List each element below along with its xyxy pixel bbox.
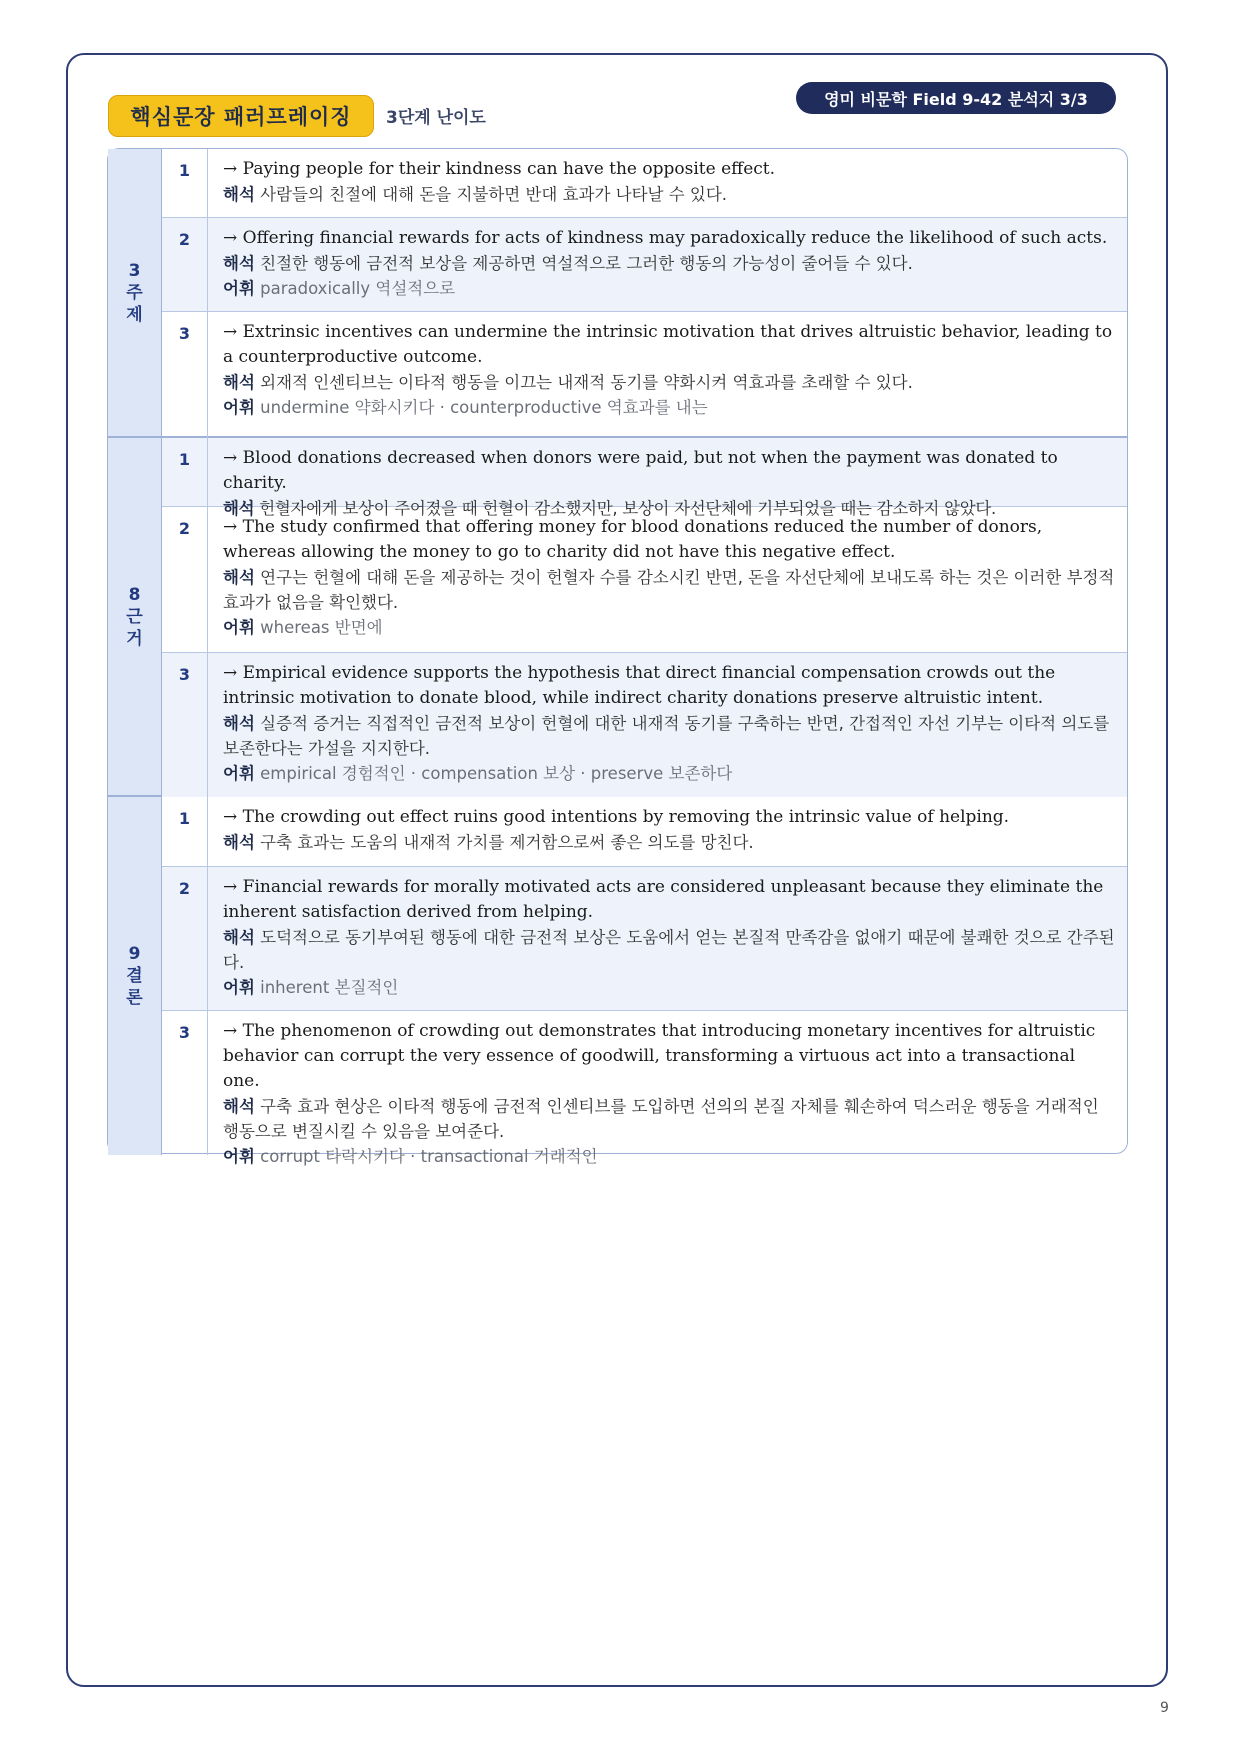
translation-tag: 해석 (223, 714, 255, 733)
english-sentence: → Offering financial rewards for acts of kindness may paradoxically reduce the likelihood of such acts. (223, 228, 1108, 248)
worksheet-badge: 영미 비문학 Field 9-42 분석지 3/3 (796, 82, 1116, 114)
row-number: 2 (162, 218, 208, 311)
vocab-tag: 어휘 (223, 279, 255, 298)
translation-text: 구축 효과 현상은 이타적 행동에 금전적 인센티브를 도입하면 선의의 본질 자체를 훼손하여 덕스러운 행동을 거래적인 행동으로 변질시킬 수 있음을 보여준다. (223, 1097, 1099, 1141)
table-row (162, 867, 1127, 1011)
row-content (208, 805, 1117, 855)
section-char: 제 (126, 304, 143, 325)
row-number: 1 (162, 149, 208, 217)
english-sentence: → The study confirmed that offering money for blood donations reduced the number of donors, whereas allowing the money to go to charity did not have this negative effect. (223, 517, 1043, 562)
table-row (162, 507, 1127, 653)
vocab-text: empirical 경험적인 · compensation 보상 · preserve 보존하다 (260, 764, 733, 783)
translation-text: 연구는 헌혈에 대해 돈을 제공하는 것이 헌혈자 수를 감소시킨 반면, 돈을 자선단체에 보내도록 하는 것은 이러한 부정적 효과가 없음을 확인했다. (223, 568, 1115, 612)
row-content (208, 661, 1117, 786)
english-sentence: → Extrinsic incentives can undermine the intrinsic motivation that drives altruistic behavior, leading to a counterproductive outcome. (223, 322, 1113, 367)
vocab-tag: 어휘 (223, 978, 255, 997)
table-row (162, 149, 1127, 218)
translation-line (223, 565, 1117, 615)
section-title: 핵심문장 패러프레이징 (108, 95, 374, 137)
row-number: 3 (162, 1011, 208, 1155)
section-label (108, 149, 162, 436)
vocab-tag: 어휘 (223, 618, 255, 637)
vocab-text: inherent 본질적인 (260, 978, 399, 997)
english-sentence: → Blood donations decreased when donors were paid, but not when the payment was donated to charity. (223, 448, 1058, 493)
row-number: 2 (162, 507, 208, 652)
row-number: 2 (162, 867, 208, 1010)
row-number: 1 (162, 797, 208, 866)
row-content (208, 226, 1117, 301)
section-char: 론 (126, 988, 143, 1008)
translation-text: 사람들의 친절에 대해 돈을 지불하면 반대 효과가 나타날 수 있다. (260, 185, 728, 204)
row-content (208, 875, 1117, 1000)
section-char: 거 (126, 628, 143, 649)
table-row (162, 653, 1127, 797)
vocab-text: undermine 약화시키다 · counterproductive 역효과를 내는 (260, 398, 708, 417)
table-row (162, 312, 1127, 438)
translation-text: 실증적 증거는 직접적인 금전적 보상이 헌혈에 대한 내재적 동기를 구축하는 반면, 간접적인 자선 기부는 이타적 의도를 보존한다는 가설을 지지한다. (223, 714, 1110, 758)
vocab-line (223, 761, 1117, 786)
translation-line (223, 370, 1117, 395)
translation-tag: 해석 (223, 185, 255, 204)
vocab-line (223, 1144, 1117, 1169)
vocab-text: paradoxically 역설적으로 (260, 279, 456, 298)
translation-line (223, 251, 1117, 276)
translation-text: 헌혈자에게 보상이 주어졌을 때 헌혈이 감소했지만, 보상이 자선단체에 기부되었을 때는 감소하지 않았다. (259, 499, 996, 518)
table-row (162, 218, 1127, 312)
page-number: 9 (1160, 1700, 1169, 1716)
translation-tag: 해석 (223, 928, 255, 947)
vocab-text: corrupt 타락시키다 · transactional 거래적인 (260, 1147, 598, 1166)
translation-line (223, 830, 1117, 855)
translation-text: 도덕적으로 동기부여된 행동에 대한 금전적 보상은 도움에서 얻는 본질적 만족감을 없애기 때문에 불쾌한 것으로 간주된다. (223, 928, 1115, 972)
section-char: 근 (126, 606, 143, 627)
section-number: 9 (128, 944, 141, 964)
translation-tag: 해석 (223, 1097, 255, 1116)
vocab-line (223, 395, 1117, 420)
vocab-tag: 어휘 (223, 764, 255, 783)
translation-line (223, 182, 1117, 207)
english-sentence: → Empirical evidence supports the hypothesis that direct financial compensation crowds out the intrinsic motivation to donate blood, while indirect charity donations preserve altruistic intent. (223, 663, 1056, 708)
table-row (162, 1011, 1127, 1166)
section-label (108, 438, 162, 795)
table-row (162, 438, 1127, 518)
translation-tag: 해석 (223, 833, 255, 852)
section-theme (108, 149, 1127, 438)
row-content (208, 1019, 1117, 1169)
translation-text: 외재적 인센티브는 이타적 행동을 이끄는 내재적 동기를 약화시켜 역효과를 초래할 수 있다. (260, 373, 913, 392)
row-content (208, 157, 1117, 207)
row-content (208, 320, 1117, 420)
translation-text: 친절한 행동에 금전적 보상을 제공하면 역설적으로 그러한 행동의 가능성이 줄어들 수 있다. (260, 254, 913, 273)
vocab-line (223, 276, 1117, 301)
section-evidence (108, 438, 1127, 797)
section-number: 3 (128, 260, 141, 281)
english-sentence: → Financial rewards for morally motivated acts are considered unpleasant because they eliminate the inherent satisfaction derived from helping. (223, 877, 1104, 922)
vocab-tag: 어휘 (223, 398, 255, 417)
translation-tag: 해석 (223, 373, 255, 392)
vocab-tag: 어휘 (223, 1147, 255, 1166)
paraphrase-table (107, 148, 1128, 1166)
section-char: 주 (126, 282, 143, 303)
vocab-line (223, 975, 1117, 1000)
section-label (108, 797, 162, 1155)
translation-line (223, 925, 1117, 975)
english-sentence: → The crowding out effect ruins good intentions by removing the intrinsic value of helping. (223, 807, 1010, 827)
section-number: 8 (128, 584, 141, 605)
row-number: 1 (162, 438, 208, 506)
translation-line (223, 1094, 1117, 1144)
vocab-text: whereas 반면에 (260, 618, 383, 637)
english-sentence: → The phenomenon of crowding out demonstrates that introducing monetary incentives for altruistic behavior can corrupt the very essence of goodwill, transforming a virtuous act into a transactional one. (223, 1021, 1096, 1091)
row-content (208, 515, 1117, 640)
translation-tag: 해석 (223, 254, 255, 273)
section-conclusion (108, 797, 1127, 1166)
row-number: 3 (162, 312, 208, 438)
table-row (162, 797, 1127, 867)
translation-tag: 해석 (223, 499, 255, 518)
translation-tag: 해석 (223, 568, 255, 587)
translation-text: 구축 효과는 도움의 내재적 가치를 제거함으로써 좋은 의도를 망친다. (260, 833, 754, 852)
difficulty-label: 3단계 난이도 (386, 108, 486, 128)
row-number: 3 (162, 653, 208, 797)
section-char: 결 (126, 966, 143, 986)
translation-line (223, 711, 1117, 761)
vocab-line (223, 615, 1117, 640)
english-sentence: → Paying people for their kindness can have the opposite effect. (223, 159, 776, 179)
